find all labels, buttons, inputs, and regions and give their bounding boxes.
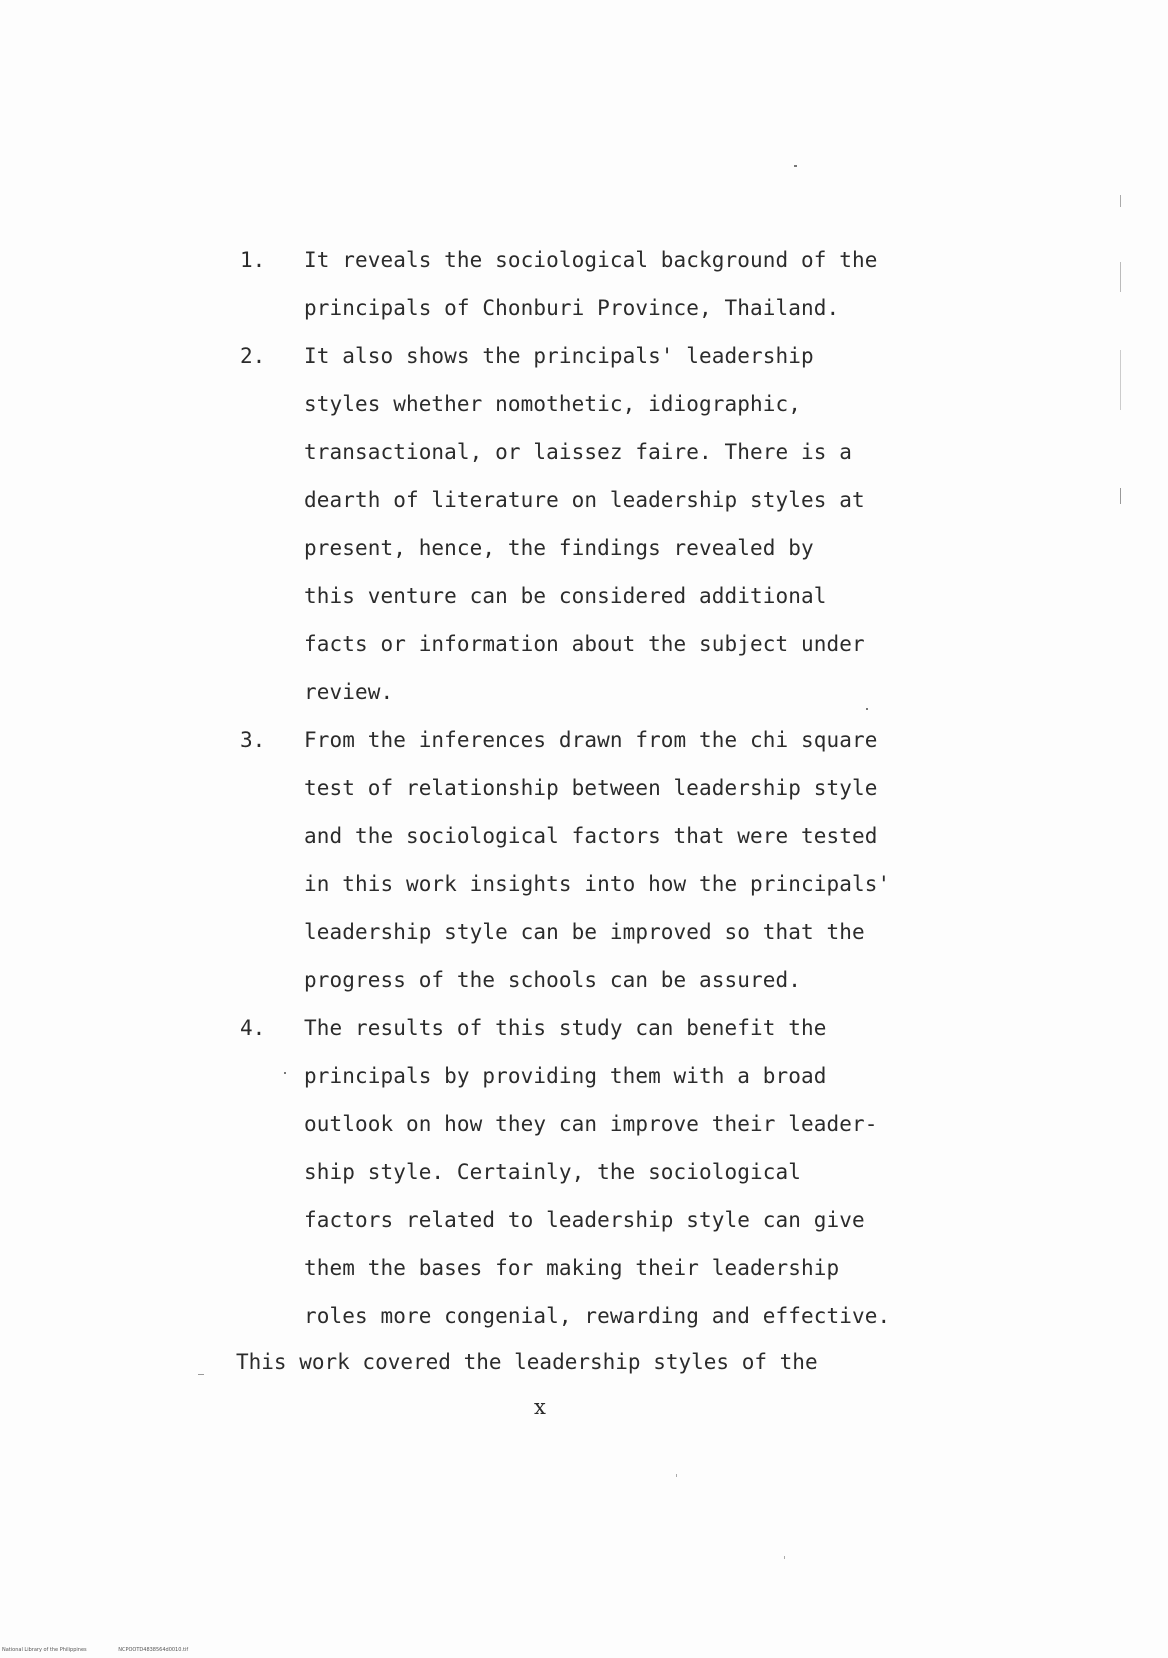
scan-footer <box>2 1646 218 1654</box>
text-line: and the sociological factors that were tested <box>304 824 878 848</box>
text-line: leadership style can be improved so that the <box>304 920 865 944</box>
list-item-number: 1. <box>240 248 266 272</box>
numbered-list <box>240 236 1000 1340</box>
text-line: in this work insights into how the principals' <box>304 872 891 896</box>
text-line: dearth of literature on leadership styles at <box>304 488 865 512</box>
scan-speck <box>284 1072 286 1074</box>
text-line: The results of this study can benefit the <box>304 1016 827 1040</box>
text-line: principals by providing them with a broad <box>304 1064 827 1088</box>
list-item-2 <box>240 332 1000 716</box>
text-line: them the bases for making their leadership <box>304 1256 840 1280</box>
continuation-text: This work covered the leadership styles of the <box>236 1350 818 1374</box>
library-name: National Library of the Philippines <box>2 1647 87 1653</box>
scan-speck <box>784 1556 785 1559</box>
scan-speck <box>1120 195 1121 207</box>
text-line: ship style. Certainly, the sociological <box>304 1160 801 1184</box>
text-line: factors related to leadership style can give <box>304 1208 865 1232</box>
text-line: roles more congenial, rewarding and effective. <box>304 1304 891 1328</box>
list-item-text <box>304 332 1000 716</box>
text-line: test of relationship between leadership style <box>304 776 878 800</box>
scan-speck <box>676 1474 677 1477</box>
text-line: outlook on how they can improve their leader- <box>304 1112 878 1136</box>
list-item-4 <box>240 1004 1000 1340</box>
text-line: review. <box>304 680 394 704</box>
scan-speck <box>1120 488 1121 504</box>
text-line: styles whether nomothetic, idiographic, <box>304 392 801 416</box>
list-item-3 <box>240 716 1000 1004</box>
list-item-text <box>304 1004 1000 1340</box>
text-line: this venture can be considered additional <box>304 584 827 608</box>
list-item-text <box>304 236 1000 332</box>
text-line: facts or information about the subject under <box>304 632 865 656</box>
scan-speck <box>866 708 868 710</box>
text-line: progress of the schools can be assured. <box>304 968 801 992</box>
list-item-number: 3. <box>240 728 266 752</box>
file-id: NCPOOTD4838564d0010.tif <box>118 1647 189 1653</box>
scan-speck <box>1120 262 1121 292</box>
scan-speck <box>198 1374 204 1375</box>
text-line: From the inferences drawn from the chi square <box>304 728 878 752</box>
list-item-number: 2. <box>240 344 266 368</box>
page-number: x <box>534 1395 546 1419</box>
text-line: It reveals the sociological background of the <box>304 248 878 272</box>
text-line: It also shows the principals' leadership <box>304 344 814 368</box>
scan-speck <box>1120 350 1121 410</box>
list-item-1 <box>240 236 1000 332</box>
list-item-text <box>304 716 1000 1004</box>
list-item-number: 4. <box>240 1016 266 1040</box>
scan-speck <box>794 165 797 167</box>
text-line: transactional, or laissez faire. There is a <box>304 440 852 464</box>
text-line: principals of Chonburi Province, Thailand. <box>304 296 840 320</box>
text-line: present, hence, the findings revealed by <box>304 536 814 560</box>
